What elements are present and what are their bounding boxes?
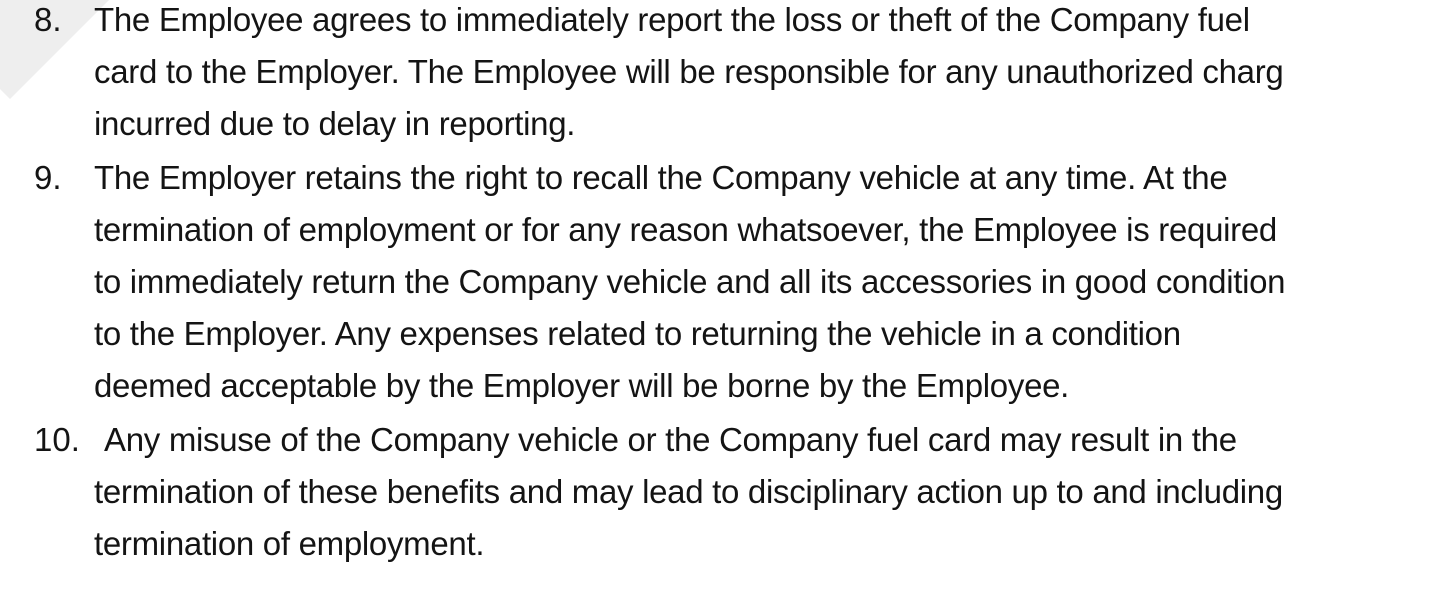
item-text-line: termination of employment. [94, 525, 485, 562]
item-number: 8. [34, 1, 62, 38]
item-text-line: termination of these benefits and may lead to disciplinary action up to and including [94, 473, 1283, 510]
item-number: 10. [34, 421, 80, 458]
item-text-line: card to the Employer. The Employee will be responsible for any unauthorized charg [94, 53, 1284, 90]
item-text-line: The Employer retains the right to recall the Company vehicle at any time. At the [94, 159, 1228, 196]
item-text-line: deemed acceptable by the Employer will be borne by the Employee. [94, 367, 1070, 404]
item-text-line: to the Employer. Any expenses related to returning the vehicle in a condition [94, 315, 1181, 352]
item-text-line: termination of employment or for any reason whatsoever, the Employee is required [94, 211, 1277, 248]
item-text-line: incurred due to delay in reporting. [94, 105, 576, 142]
item-text-line: Any misuse of the Company vehicle or the Company fuel card may result in the [104, 421, 1237, 458]
item-text-line: The Employee agrees to immediately report the loss or theft of the Company fuel [94, 1, 1250, 38]
item-number: 9. [34, 159, 62, 196]
item-text-line: to immediately return the Company vehicle and all its accessories in good condition [94, 263, 1286, 300]
